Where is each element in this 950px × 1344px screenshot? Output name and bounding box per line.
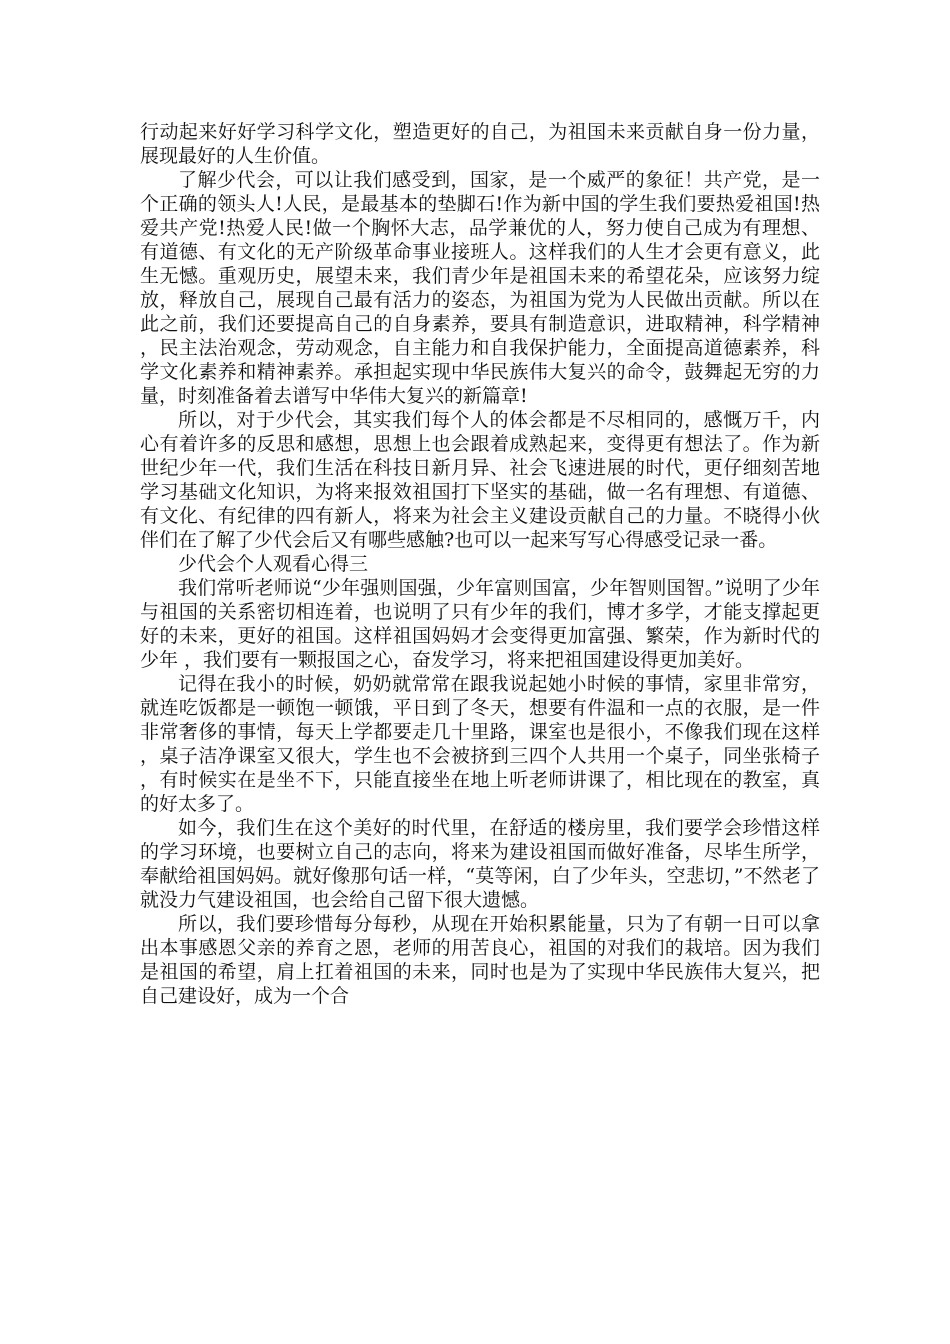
- paragraph: 行动起来好好学习科学文化，塑造更好的自己，为祖国未来贡献自身一份力量，展现最好的人生价值。: [140, 121, 820, 167]
- section-title: 少代会个人观看心得三: [178, 553, 369, 575]
- paragraph: 记得在我小的时候，奶奶就常常在跟我说起她小时候的事情，家里非常穷，就连吃饭都是一顿饱一顿饿，平日到了冬天，想要有件温和一点的衣服，是一件非常奢侈的事情，每天上学都要走几十里路，课室也是很小，不像我们现在这样，桌子洁净课室又很大，学生也不会被挤到三四个人共用一个桌子，同坐张椅子，有时候实在是坐不下，只能直接坐在地上听老师讲课了，相比现在的教室，真的好太多了。: [140, 673, 820, 815]
- paragraph: 我们常听老师说“少年强则国强，少年富则国富，少年智则国智。”说明了少年与祖国的关系密切相连着，也说明了只有少年的我们，博才多学，才能支撑起更好的未来，更好的祖国。这样祖国妈妈才会变得更加富强、繁荣，作为新时代的少年 ，我们要有一颗报国之心，奋发学习，将来把祖国建设得更加美好。: [140, 577, 820, 671]
- document-body: [140, 120, 820, 1008]
- paragraph: 了解少代会，可以让我们感受到，国家，是一个威严的象征！共产党，是一个正确的领头人!人民，是最基本的垫脚石!作为新中国的学生我们要热爱祖国!热爱共产党!热爱人民!做一个胸怀大志，品学兼优的人，努力使自己成为有理想、有道德、有文化的无产阶级革命事业接班人。这样我们的人生才会更有意义，此生无憾。重观历史，展望未来，我们青少年是祖国未来的希望花朵，应该努力绽放，释放自己，展现自己最有活力的姿态，为祖国为党为人民做出贡献。所以在此之前，我们还要提高自己的自身素养，要具有制造意识，进取精神，科学精神，民主法治观念，劳动观念，自主能力和自我保护能力，全面提高道德素养，科学文化素养和精神素养。承担起实现中华民族伟大复兴的命令，鼓舞起无穷的力量，时刻准备着去谱写中华伟大复兴的新篇章!: [140, 169, 820, 407]
- paragraph: 所以，我们要珍惜每分每秒，从现在开始积累能量，只为了有朝一日可以拿出本事感恩父亲的养育之恩，老师的用苦良心，祖国的对我们的栽培。因为我们是祖国的希望，肩上扛着祖国的未来，同时也是为了实现中华民族伟大复兴，把自己建设好，成为一个合: [140, 913, 820, 1007]
- paragraph: 如今，我们生在这个美好的时代里，在舒适的楼房里，我们要学会珍惜这样的学习环境，也要树立自己的志向，将来为建设祖国而做好准备，尽毕生所学，奉献给祖国妈妈。就好像那句话一样，“莫等闲，白了少年头，空悲切，”不然老了就没力气建设祖国，也会给自己留下很大遗憾。: [140, 817, 820, 911]
- paragraph: 所以，对于少代会，其实我们每个人的体会都是不尽相同的，感慨万千，内心有着许多的反思和感想，思想上也会跟着成熟起来，变得更有想法了。作为新世纪少年一代，我们生活在科技日新月异、社会飞速进展的时代，更仔细刻苦地学习基础文化知识，为将来报效祖国打下坚实的基础，做一名有理想、有道德、有文化、有纪律的四有新人，将来为社会主义建设贡献自己的力量。不晓得小伙伴们在了解了少代会后又有哪些感触?也可以一起来写写心得感受记录一番。: [140, 409, 820, 551]
